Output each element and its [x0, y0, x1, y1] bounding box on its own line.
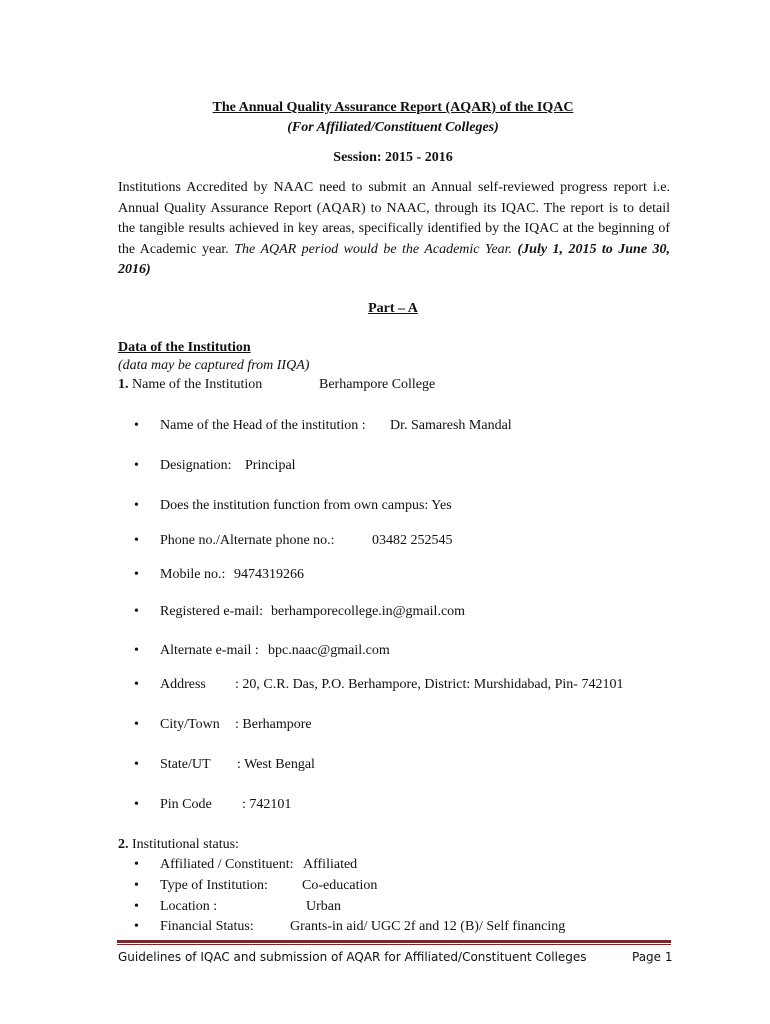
- email-value: berhamporecollege.in@gmail.com: [271, 604, 466, 619]
- intro-italic: The AQAR period would be the Academic Year.: [234, 241, 518, 257]
- part-a-heading: Part – A: [368, 301, 418, 316]
- address-value: : 20, C.R. Das, P.O. Berhampore, District: Murshidabad, Pin- 742101: [235, 677, 624, 692]
- footer-rule-thin: [117, 944, 671, 945]
- item-1: [118, 377, 262, 393]
- footer-rule: [117, 940, 671, 943]
- pin-value: : 742101: [242, 797, 292, 812]
- mobile-label: Mobile no.:: [160, 567, 226, 582]
- bullet-icon: •: [134, 643, 139, 658]
- state-value: : West Bengal: [237, 757, 315, 772]
- report-subtitle: (For Affiliated/Constituent Colleges): [287, 120, 499, 135]
- item-2-label: Institutional status:: [132, 837, 239, 852]
- intro-paragraph: [118, 178, 670, 281]
- bullet-icon: •: [134, 677, 139, 692]
- bullet-icon: •: [134, 567, 139, 582]
- city-value: : Berhampore: [235, 717, 312, 732]
- report-title: The Annual Quality Assurance Report (AQAR) of the IQAC: [212, 100, 574, 115]
- city-label: City/Town: [160, 717, 220, 732]
- data-note: (data may be captured from IIQA): [118, 358, 310, 373]
- intro-period: (July 1, 2015 to June 30, 2016): [118, 241, 670, 277]
- item-1-label: Name of the Institution: [132, 377, 263, 392]
- affiliation-label: Affiliated / Constituent:: [160, 857, 294, 872]
- institution-type-value: Co-education: [302, 878, 378, 893]
- phone-label: Phone no./Alternate phone no.:: [160, 533, 335, 548]
- bullet-icon: •: [134, 458, 139, 473]
- bullet-icon: •: [134, 604, 139, 619]
- own-campus-label: Does the institution function from own campus: Yes: [160, 498, 452, 513]
- bullet-icon: •: [134, 797, 139, 812]
- alt-email-value: bpc.naac@gmail.com: [268, 643, 390, 658]
- item-1-number: 1.: [118, 377, 129, 392]
- head-value: Dr. Samaresh Mandal: [390, 418, 512, 433]
- alt-email-label: Alternate e-mail :: [160, 643, 259, 658]
- financial-status-value: Grants-in aid/ UGC 2f and 12 (B)/ Self financing: [290, 919, 566, 934]
- financial-status-label: Financial Status:: [160, 919, 254, 934]
- item-2: [118, 837, 239, 853]
- intro-text: Institutions Accredited by NAAC need to submit an Annual self-reviewed progress report i.e. Annual Quality Assurance Report (AQAR) to NAAC, through its IQAC. The report is to detail the tangible results achieved in key areas, specifically identified by the IQAC at the beginning of the Academic year.: [118, 180, 670, 257]
- pin-label: Pin Code: [160, 797, 212, 812]
- page-number: Page 1: [632, 950, 673, 964]
- footer-text: Guidelines of IQAC and submission of AQAR for Affiliated/Constituent Colleges: [118, 950, 587, 964]
- item-2-number: 2.: [118, 837, 129, 852]
- phone-value: 03482 252545: [372, 533, 453, 548]
- bullet-icon: •: [134, 919, 139, 934]
- bullet-icon: •: [134, 857, 139, 872]
- bullet-icon: •: [134, 757, 139, 772]
- designation-value: Principal: [245, 458, 296, 473]
- data-heading: Data of the Institution: [118, 340, 251, 355]
- institution-type-label: Type of Institution:: [160, 878, 268, 893]
- state-label: State/UT: [160, 757, 211, 772]
- bullet-icon: •: [134, 878, 139, 893]
- designation-label: Designation:: [160, 458, 232, 473]
- email-label: Registered e-mail:: [160, 604, 264, 619]
- mobile-value: 9474319266: [234, 567, 304, 582]
- bullet-icon: •: [134, 498, 139, 513]
- bullet-icon: •: [134, 418, 139, 433]
- affiliation-value: Affiliated: [303, 857, 358, 872]
- location-label: Location :: [160, 899, 218, 914]
- location-value: Urban: [306, 899, 341, 914]
- head-label: Name of the Head of the institution :: [160, 418, 366, 433]
- bullet-icon: •: [134, 717, 139, 732]
- bullet-icon: •: [134, 899, 139, 914]
- address-label: Address: [160, 677, 206, 692]
- institution-name: Berhampore College: [319, 377, 436, 392]
- bullet-icon: •: [134, 533, 139, 548]
- session-label: Session: 2015 - 2016: [333, 150, 453, 165]
